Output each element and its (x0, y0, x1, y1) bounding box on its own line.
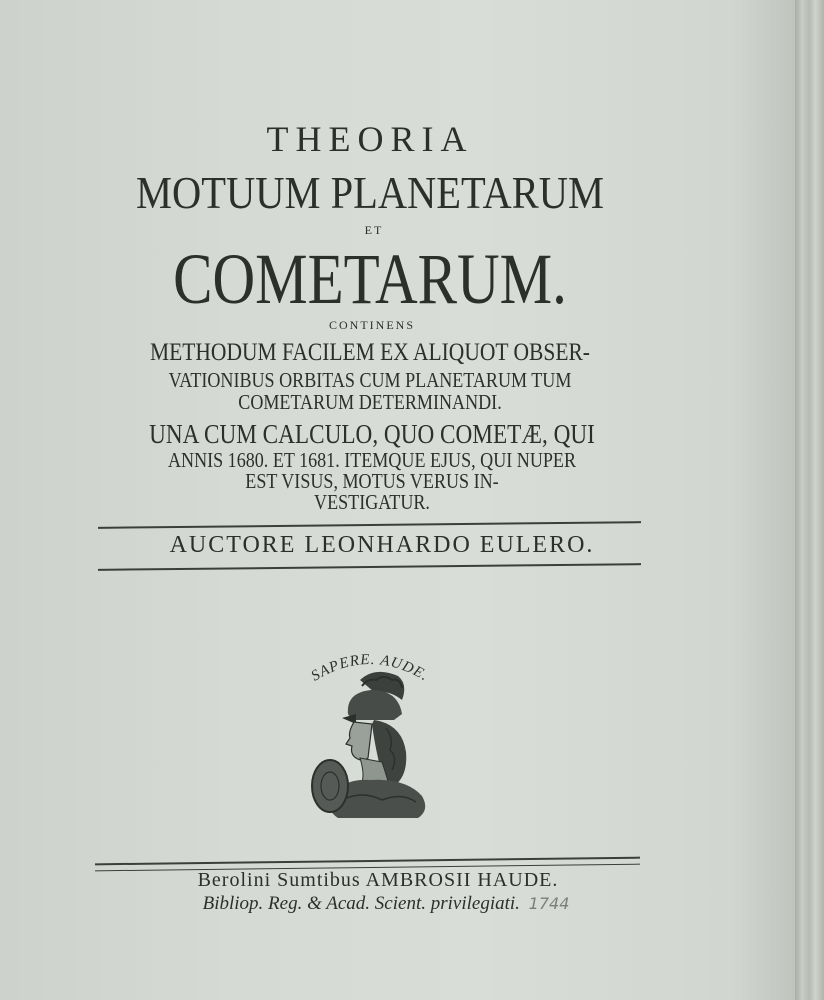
author-line: AUCTORE LEONHARDO EULERO. (169, 532, 595, 558)
subtitle-method-line-2: VATIONIBUS ORBITAS CUM PLANETARUM TUM (168, 368, 572, 392)
subtitle-method-line-1: METHODUM FACILEM EX ALIQUOT OBSER- (150, 339, 590, 366)
imprint-publisher: Bibliop. Reg. & Acad. Scient. privilegiati. (202, 893, 520, 914)
subtitle-una-line-3: EST VISUS, MOTUS VERUS IN- (245, 469, 499, 493)
title-motuum-planetarum: MOTUUM PLANETARUM (136, 167, 604, 218)
imprint-line-1: Berolini Sumtibus AMBROSII HAUDE. (197, 869, 559, 891)
handwritten-year: 1744 (528, 894, 570, 913)
subtitle-una-line-2: ANNIS 1680. ET 1681. ITEMQUE EJUS, QUI NUPER (167, 448, 577, 472)
imprint-line-2 (6, 893, 766, 915)
minerva-helmet-bust-icon (290, 628, 450, 828)
emblem-motto: SAPERE. AUDE. (308, 651, 432, 685)
page-edge (795, 0, 824, 1000)
subtitle-una-line-1: UNA CUM CALCULO, QUO COMETÆ, QUI (149, 419, 595, 449)
subtitle-una-line-4: VESTIGATUR. (314, 490, 430, 514)
title-cometarum: COMETARUM. (173, 239, 567, 319)
title-theoria: THEORIA (266, 119, 474, 159)
subtitle-continens: CONTINENS (329, 318, 415, 332)
title-et: ET (364, 223, 384, 237)
subtitle-method-line-3: COMETARUM DETERMINANDI. (238, 390, 502, 414)
